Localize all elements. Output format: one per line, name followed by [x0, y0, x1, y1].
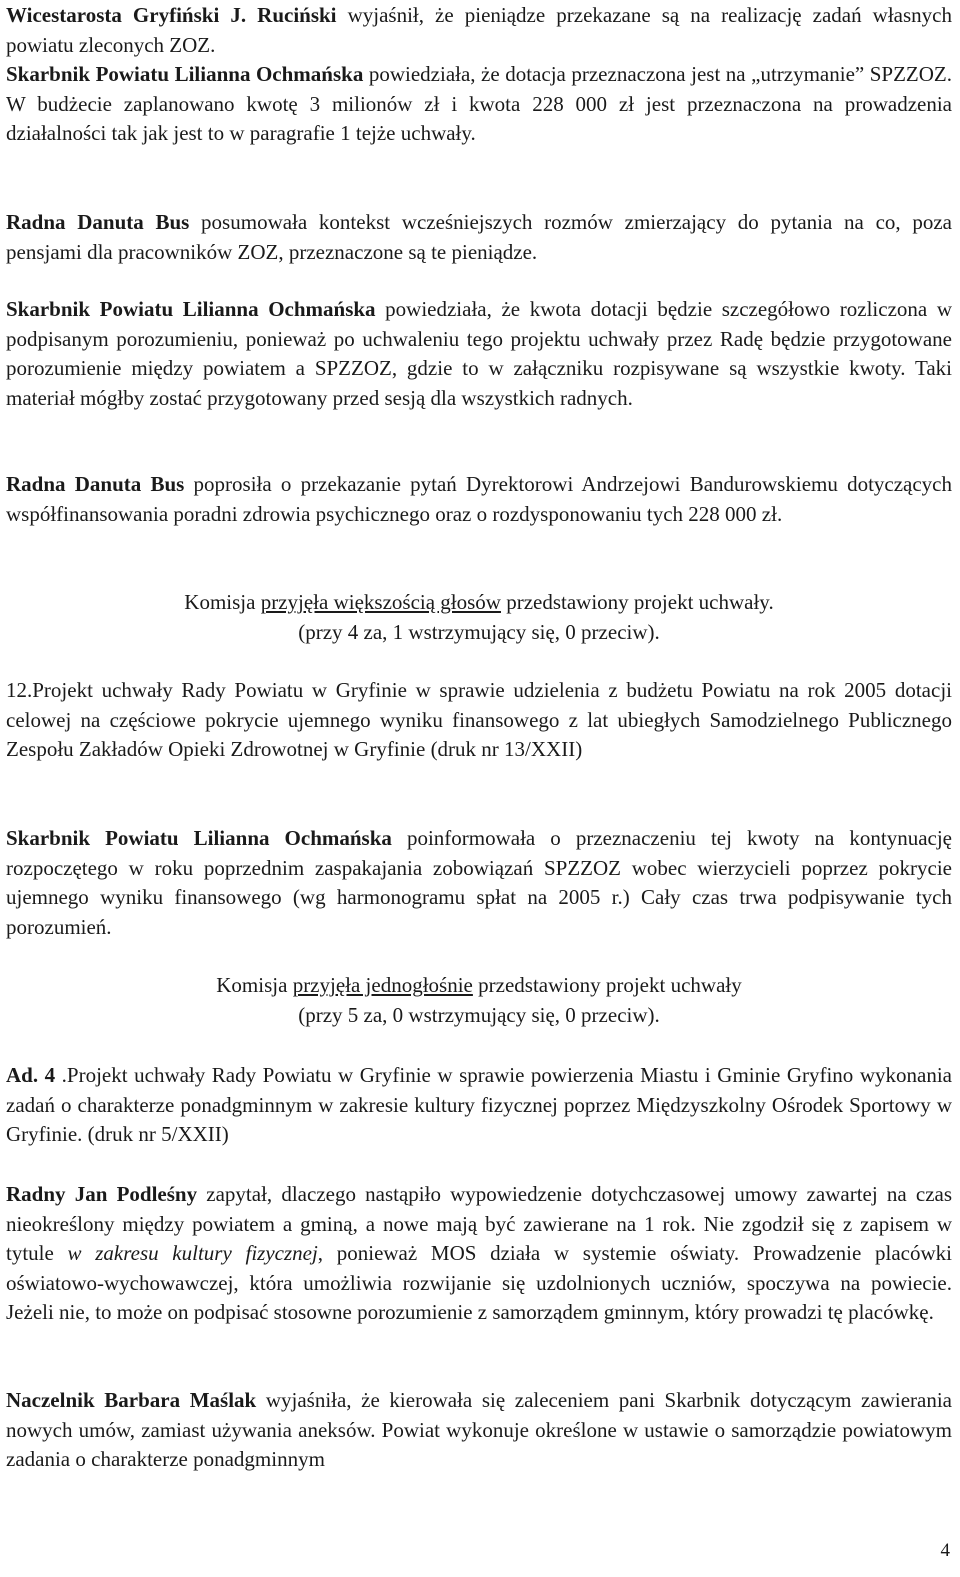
- paragraph-podlesny: [6, 1180, 952, 1328]
- paragraph-ochmanska-2: [6, 295, 952, 413]
- speaker-name: Radna Danuta Bus: [6, 472, 185, 496]
- paragraph-text: posumowała kontekst wcześniejszych rozmów zmierzający do pytania na co, poza pensjami dla pracowników ZOZ, przeznaczone są te pieniądze.: [6, 210, 952, 264]
- speaker-name: Wicestarosta Gryfiński J. Ruciński: [6, 3, 337, 27]
- paragraph-maslak: [6, 1386, 952, 1475]
- vote-tally-1: (przy 4 za, 1 wstrzymujący się, 0 przeciw).: [298, 620, 660, 644]
- vote-result-2: [6, 971, 952, 1001]
- speaker-name: Skarbnik Powiatu Lilianna Ochmańska: [6, 297, 376, 321]
- vote-decision: przyjęła większością głosów: [260, 590, 501, 614]
- vote-suffix: przedstawiony projekt uchwały.: [500, 590, 774, 614]
- paragraph-text: poinformowała o przeznaczeniu tej kwoty na kontynuację rozpoczętego w roku poprzednim zaspakajania zobowiązań SPZZOZ wobec wierzycieli poprzez pokrycie ujemnego wyniku finansowego (wg harmonogramu spłat na 2005 r.) Cały czas trwa podpisywanie tych porozumień.: [6, 826, 953, 939]
- paragraph-bus-1: [6, 208, 952, 267]
- paragraph-rucinski: [6, 1, 952, 60]
- paragraph-text: , ponieważ MOS działa w systemie oświaty. Prowadzenie placówki oświatowo-wychowawczej, która umożliwia rozwijanie się uzdolnionych uczniów, spoczywa na powiecie. Jeżeli nie, to może on podpisać stosowne porozumienie z samorządem gminnym, który prowadzi tę placówkę.: [6, 1241, 953, 1324]
- quoted-title-fragment: w zakresu kultury fizycznej: [67, 1241, 318, 1265]
- vote-decision: przyjęła jednogłośnie: [292, 973, 473, 997]
- item-label: Ad. 4: [6, 1063, 56, 1087]
- speaker-name: Radny Jan Podleśny: [6, 1182, 198, 1206]
- paragraph-text: zapytał, dlaczego nastąpiło wypowiedzenie dotychczasowej umowy zawartej na czas nieokreślony między powiatem a gminą, a nowe mają być zawierane na 1 rok. Nie zgodził się z zapisem w tytule: [6, 1182, 953, 1265]
- speaker-name: Skarbnik Powiatu Lilianna Ochmańska: [6, 62, 364, 86]
- paragraph-text: powiedziała, że dotacja przeznaczona jest na „utrzymanie” SPZZOZ. W budżecie zaplanowano kwotę 3 milionów zł i kwota 228 000 zł jest przeznaczona na prowadzenia działalności tak jak jest to w paragrafie 1 tejże uchwały.: [6, 62, 952, 145]
- vote-tally-2: (przy 5 za, 0 wstrzymujący się, 0 przeciw).: [298, 1003, 660, 1027]
- vote-prefix: Komisja: [184, 590, 261, 614]
- speaker-name: Naczelnik Barbara Maślak: [6, 1388, 257, 1412]
- paragraph-bus-2: [6, 470, 952, 529]
- paragraph-ochmanska-1: [6, 60, 952, 149]
- speaker-name: Radna Danuta Bus: [6, 210, 190, 234]
- vote-suffix: przedstawiony projekt uchwały: [472, 973, 742, 997]
- page-number: 4: [940, 1540, 950, 1561]
- item-text: .Projekt uchwały Rady Powiatu w Gryfinie w sprawie powierzenia Miastu i Gminie Gryfino wykonania zadań o charakterze ponadgminnym w zakresie kultury fizycznej poprzez Międzyszkolny Ośrodek Sportowy w Gryfinie. (druk nr 5/XXII): [6, 1063, 952, 1146]
- paragraph-text: poprosiła o przekazanie pytań Dyrektorowi Andrzejowi Bandurowskiemu dotyczących współfinansowania poradni zdrowia psychicznego oraz o rozdysponowaniu tych 228 000 zł.: [6, 472, 953, 526]
- paragraph-ochmanska-3: [6, 824, 952, 942]
- speaker-name: Skarbnik Powiatu Lilianna Ochmańska: [6, 826, 392, 850]
- paragraph-text: wyjaśnił, że pieniądze przekazane są na realizację zadań własnych powiatu zleconych ZOZ.: [6, 3, 952, 57]
- agenda-item-12: 12.Projekt uchwały Rady Powiatu w Gryfinie w sprawie udzielenia z budżetu Powiatu na rok 2005 dotacji celowej na częściowe pokrycie ujemnego wyniku finansowego z lat ubiegłych Samodzielnego Publicznego Zespołu Zakładów Opieki Zdrowotnej w Gryfinie (druk nr 13/XXII): [6, 678, 952, 761]
- paragraph-text: wyjaśniła, że kierowała się zaleceniem pani Skarbnik dotyczącym zawierania nowych umów, zamiast używania aneksów. Powiat wykonuje określone w ustawie o samorządzie powiatowym zadania o charakterze ponadgminnym: [6, 1388, 952, 1471]
- vote-result-1: [6, 588, 952, 618]
- agenda-item-ad4: [6, 1061, 952, 1150]
- vote-prefix: Komisja: [216, 973, 293, 997]
- paragraph-text: powiedziała, że kwota dotacji będzie szczegółowo rozliczona w podpisanym porozumieniu, ponieważ po uchwaleniu tego projektu uchwały przez Radę będzie przygotowane porozumienie między powiatem a SPZZOZ, gdzie to w załączniku rozpisywane są wszystkie kwoty. Taki materiał mógłby zostać przygotowany przed sesją dla wszystkich radnych.: [6, 297, 952, 410]
